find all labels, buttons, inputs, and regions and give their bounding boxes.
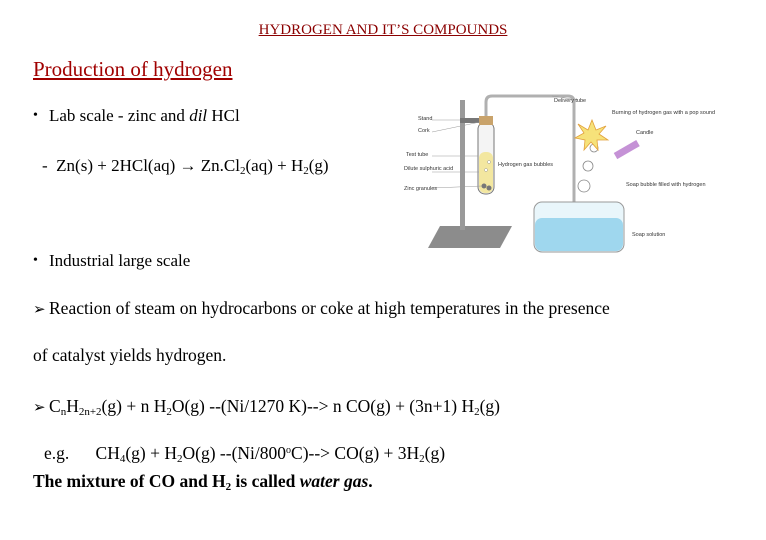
zinc-granule [487, 186, 492, 191]
gas-bubble [485, 169, 488, 172]
general-equation [33, 396, 500, 417]
reaction-line-2: of catalyst yields hydrogen. [33, 345, 227, 365]
conclusion [33, 471, 373, 492]
arrow-bullet-icon: ➢ [33, 302, 46, 318]
lab-equation [42, 156, 329, 176]
page-title: HYDROGEN AND IT’S COMPOUNDS [258, 22, 508, 38]
ex-part4: (g) [424, 443, 446, 463]
leader-line [432, 122, 480, 132]
conclusion-sub: 2 [225, 481, 232, 493]
ex-sub3: 2 [419, 453, 425, 465]
example-equation [44, 443, 445, 464]
label-soap-bubble: Soap bubble filled with hydrogen [626, 182, 706, 188]
soap-bubble [578, 180, 590, 192]
ex-degree: o [286, 445, 292, 456]
ge-c: C [49, 396, 61, 416]
eq-left: Zn(s) + 2HCl(aq) → Zn.Cl [56, 156, 240, 175]
ex-part3: C)--> CO(g) + 3H [291, 443, 420, 463]
label-stand: Stand [418, 116, 433, 122]
bullet-icon: • [33, 253, 38, 268]
label-cork: Cork [418, 128, 430, 134]
arrow-bullet-icon: ➢ [33, 400, 46, 416]
stand-base [428, 226, 512, 248]
example-label: e.g. [44, 443, 70, 463]
conclusion-mid: is called [231, 471, 300, 491]
conclusion-water-gas: water gas [299, 471, 369, 491]
bullet-lab-text: Lab scale - zinc and [49, 106, 190, 125]
leader-line [432, 186, 482, 188]
bullet-lab-italic: dil [189, 106, 208, 125]
ge-sub2: 2 [166, 406, 172, 418]
ex-sub2: 2 [177, 453, 183, 465]
label-burning: Burning of hydrogen gas with a pop sound [612, 110, 716, 116]
ge-rest3: (g) [479, 396, 501, 416]
ex-sub1: 4 [119, 453, 126, 465]
zinc-granule [482, 184, 487, 189]
label-candle: Candle [636, 130, 654, 136]
label-soap-solution: Soap solution [632, 232, 666, 238]
bullet-icon: • [33, 108, 38, 123]
eq-end: (g) [308, 156, 329, 175]
label-test-tube: Test tube [406, 152, 429, 158]
eq-sub2: 2 [303, 165, 309, 177]
conclusion-pre: The mixture of CO and H [33, 471, 226, 491]
bullet-lab-suffix: HCl [207, 106, 240, 125]
hydrogen-apparatus-figure [402, 90, 716, 260]
label-delivery-tube: Delivery tube [554, 98, 587, 104]
ge-rest2: O(g) --(Ni/1270 K)--> n CO(g) + (3n+1) H [171, 396, 475, 416]
ge-sub3: 2 [474, 406, 480, 418]
bullet-industrial [33, 251, 190, 271]
ge-h: H [66, 396, 79, 416]
soap-solution [535, 218, 623, 251]
bullet-lab-scale [33, 106, 240, 126]
label-hydrogen-bubbles: Hydrogen gas bubbles [498, 162, 554, 168]
eq-sub1: 2 [239, 165, 246, 177]
label-zinc: Zinc granules [404, 186, 438, 192]
reaction-line-1 [33, 298, 610, 319]
conclusion-post: . [368, 471, 373, 491]
ge-rest1: (g) + n H [101, 396, 167, 416]
ex-part1: (g) + H [125, 443, 178, 463]
soap-bubble [583, 161, 593, 171]
cork [479, 116, 493, 125]
ex-part2: O(g) --(Ni/800 [182, 443, 287, 463]
eq-dash: - [42, 156, 48, 175]
ex-ch: CH [95, 443, 120, 463]
reaction-text-1: Reaction of steam on hydrocarbons or coke at high temperatures in the presence [49, 298, 610, 318]
bullet-industrial-text: Industrial large scale [49, 251, 191, 270]
ge-n-sub: n [60, 406, 67, 418]
label-dilute-acid: Dilute sulphuric acid [404, 166, 454, 172]
ge-h-sub: 2n+2 [78, 406, 102, 418]
eq-mid: (aq) + H [245, 156, 304, 175]
section-heading: Production of hydrogen [33, 57, 233, 81]
gas-bubble [488, 161, 491, 164]
candle [614, 140, 640, 159]
